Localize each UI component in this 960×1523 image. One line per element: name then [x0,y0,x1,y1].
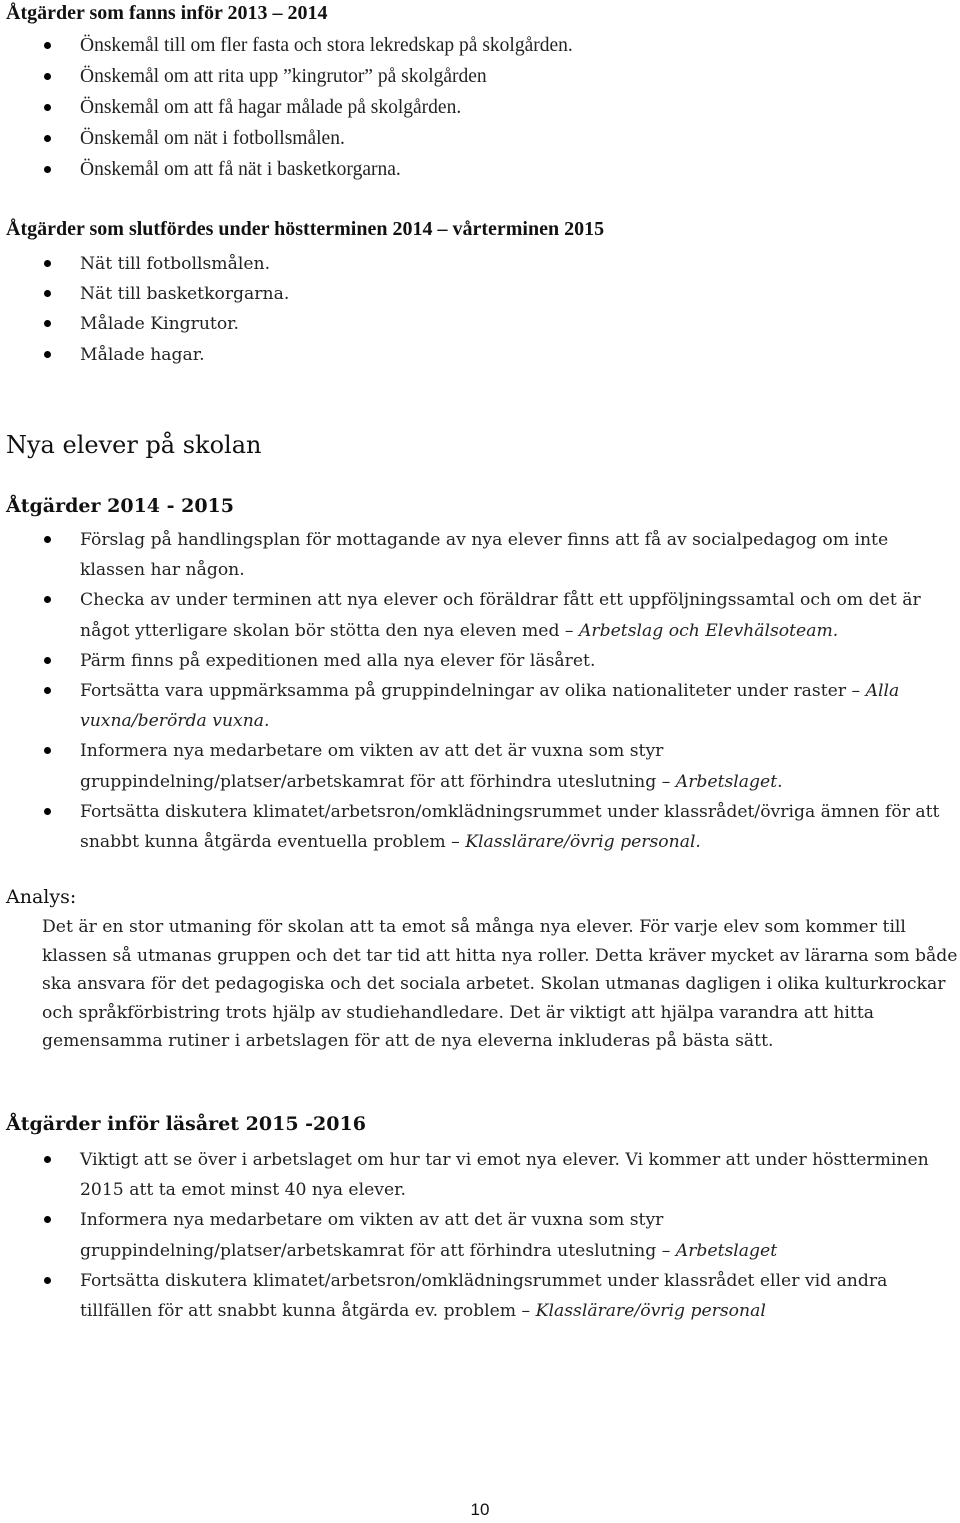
bullet-icon [44,42,51,49]
list-item: Pärm finns på expeditionen med alla nya elever för läsåret. [0,646,940,676]
list-item: Fortsätta diskutera klimatet/arbetsron/omklädningsrummet under klassrådet/övriga ämnen för att snabbt kunna åtgärda eventuella problem – Klasslärare/övrig personal. [0,797,940,857]
list-completed [0,249,940,370]
bullet-icon [44,687,51,694]
list-item: Önskemål till om fler fasta och stora lekredskap på skolgården. [0,30,940,61]
list-2015-2016 [0,1145,940,1326]
list-item: Förslag på handlingsplan för mottagande av nya elever finns att få av socialpedagog om inte klassen har någon. [0,525,940,585]
list-2013-2014 [0,30,940,185]
bullet-icon [44,73,51,80]
section-heading-2014-2015-completed: Åtgärder som slutfördes under höstterminen 2014 – vårterminen 2015 [6,218,605,240]
list-item: Målade hagar. [0,340,940,370]
list-item: Checka av under terminen att nya elever och föräldrar fått ett uppföljningssamtal och om det är något ytterligare skolan bör stötta den nya eleven med – Arbetslag och Elevhälsoteam. [0,585,940,645]
bullet-icon [44,808,51,815]
section-heading-2013-2014: Åtgärder som fanns inför 2013 – 2014 [6,2,328,24]
analysis-heading: Analys: [6,886,77,908]
bullet-icon [44,104,51,111]
bullet-icon [44,166,51,173]
list-item: Fortsätta diskutera klimatet/arbetsron/omklädningsrummet under klassrådet eller vid andra tillfällen för att snabbt kunna åtgärda ev. problem – Klasslärare/övrig personal [0,1266,940,1326]
list-item: Målade Kingrutor. [0,309,940,339]
section-heading-atgarder-2014-2015: Åtgärder 2014 - 2015 [6,495,234,517]
list-item: Nät till basketkorgarna. [0,279,940,309]
bullet-icon [44,1277,51,1284]
section-heading-2015-2016: Åtgärder inför läsåret 2015 -2016 [6,1113,366,1135]
bullet-icon [44,320,51,327]
bullet-icon [44,351,51,358]
bullet-icon [44,1156,51,1163]
bullet-icon [44,596,51,603]
analysis-text: Det är en stor utmaning för skolan att ta emot så många nya elever. För varje elev som kommer till klassen så utmanas gruppen och det tar tid att hitta nya roller. Detta kräver mycket av lärarna som både ska ansvara för det pedagogiska och det sociala arbetet. Skolan utmanas dagligen i olika kulturkrockar och språkförbistring trots hjälp av studiehandledare. Det är viktigt att hjälpa varandra att hitta gemensamma rutiner i arbetslagen för att de nya eleverna inkluderas på bästa sätt. [42,917,958,1051]
bullet-icon [44,657,51,664]
bullet-icon [44,747,51,754]
list-item: Önskemål om att få nät i basketkorgarna. [0,154,940,185]
bullet-icon [44,135,51,142]
bullet-icon [44,1216,51,1223]
list-item: Viktigt att se över i arbetslaget om hur tar vi emot nya elever. Vi kommer att under höstterminen 2015 att ta emot minst 40 nya elever. [0,1145,940,1205]
page-number: 10 [470,1500,490,1519]
list-item: Informera nya medarbetare om vikten av att det är vuxna som styr gruppindelning/platser/arbetskamrat för att förhindra uteslutning – Arbetslaget. [0,736,940,796]
list-item: Önskemål om nät i fotbollsmålen. [0,123,940,154]
bullet-icon [44,260,51,267]
list-item: Önskemål om att få hagar målade på skolgården. [0,92,940,123]
page-title: Nya elever på skolan [6,431,262,459]
list-item: Nät till fotbollsmålen. [0,249,940,279]
list-item: Önskemål om att rita upp ”kingrutor” på skolgården [0,61,940,92]
list-item: Fortsätta vara uppmärksamma på gruppindelningar av olika nationaliteter under raster – Alla vuxna/berörda vuxna. [0,676,940,736]
bullet-icon [44,290,51,297]
list-atgarder-2014-2015 [0,525,940,857]
bullet-icon [44,536,51,543]
list-item: Informera nya medarbetare om vikten av att det är vuxna som styr gruppindelning/platser/arbetskamrat för att förhindra uteslutning – Arbetslaget [0,1205,940,1265]
